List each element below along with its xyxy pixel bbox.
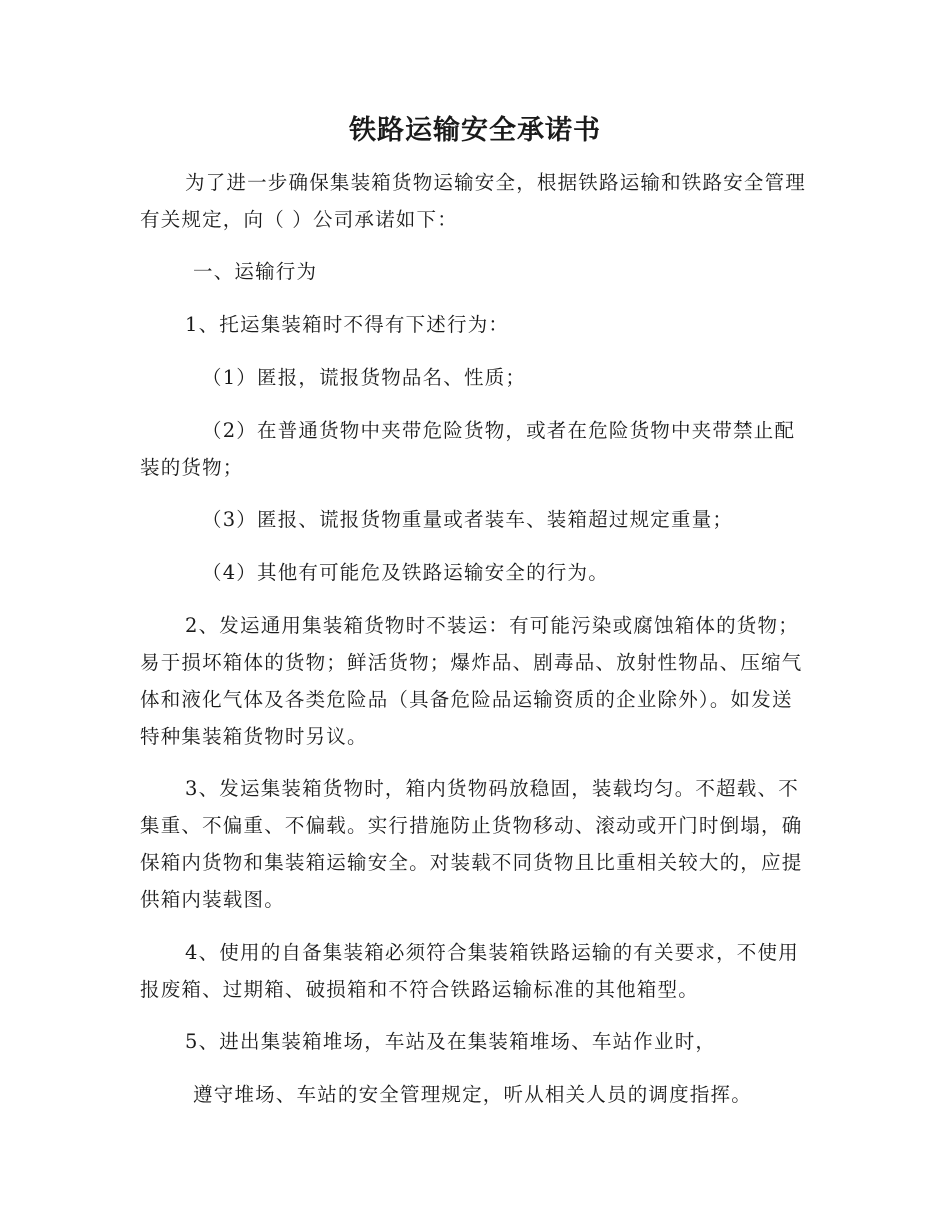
clause-1-item-4: （4）其他有可能危及铁路运输安全的行为。: [202, 561, 609, 584]
section-heading-transport-behavior: 一、运输行为: [193, 260, 318, 283]
clause-1-item-2: （2）在普通货物中夹带危险货物，或者在危险货物中夹带禁止配装的货物；: [140, 419, 796, 479]
clause-2: 2、发运通用集装箱货物时不装运：有可能污染或腐蚀箱体的货物；易于损坏箱体的货物；鲜活货物；爆炸品、剧毒品、放射性物品、压缩气体和液化气体及各类危险品（具备危险品运输资质的企业除外）。如发送特种集装箱货物时另议。: [140, 614, 803, 748]
clause-5: 5、进出集装箱堆场，车站及在集装箱堆场、车站作业时，: [185, 1030, 717, 1053]
document-title: 铁路运输安全承诺书: [349, 115, 601, 146]
intro-paragraph: 为了进一步确保集装箱货物运输安全，根据铁路运输和铁路安全管理有关规定，向（ ）公司承诺如下：: [140, 171, 807, 231]
clause-4: 4、使用的自备集装箱必须符合集装箱铁路运输的有关要求，不使用报废箱、过期箱、破损箱和不符合铁路运输标准的其他箱型。: [140, 941, 799, 1001]
clause-3: 3、发运集装箱货物时，箱内货物码放稳固，装载均匀。不超载、不集重、不偏重、不偏载。实行措施防止货物移动、滚动或开门时倒塌，确保箱内货物和集装箱运输安全。对装载不同货物且比重相关较大的，应提供箱内装载图。: [140, 777, 803, 911]
clause-1-item-1: （1）匿报，谎报货物品名、性质；: [202, 366, 527, 389]
clause-1: 1、托运集装箱时不得有下述行为：: [185, 313, 510, 336]
clause-1-item-3: （3）匿报、谎报货物重量或者装车、装箱超过规定重量；: [202, 508, 734, 531]
clause-5-continuation: 遵守堆场、车站的安全管理规定，听从相关人员的调度指挥。: [193, 1083, 752, 1106]
